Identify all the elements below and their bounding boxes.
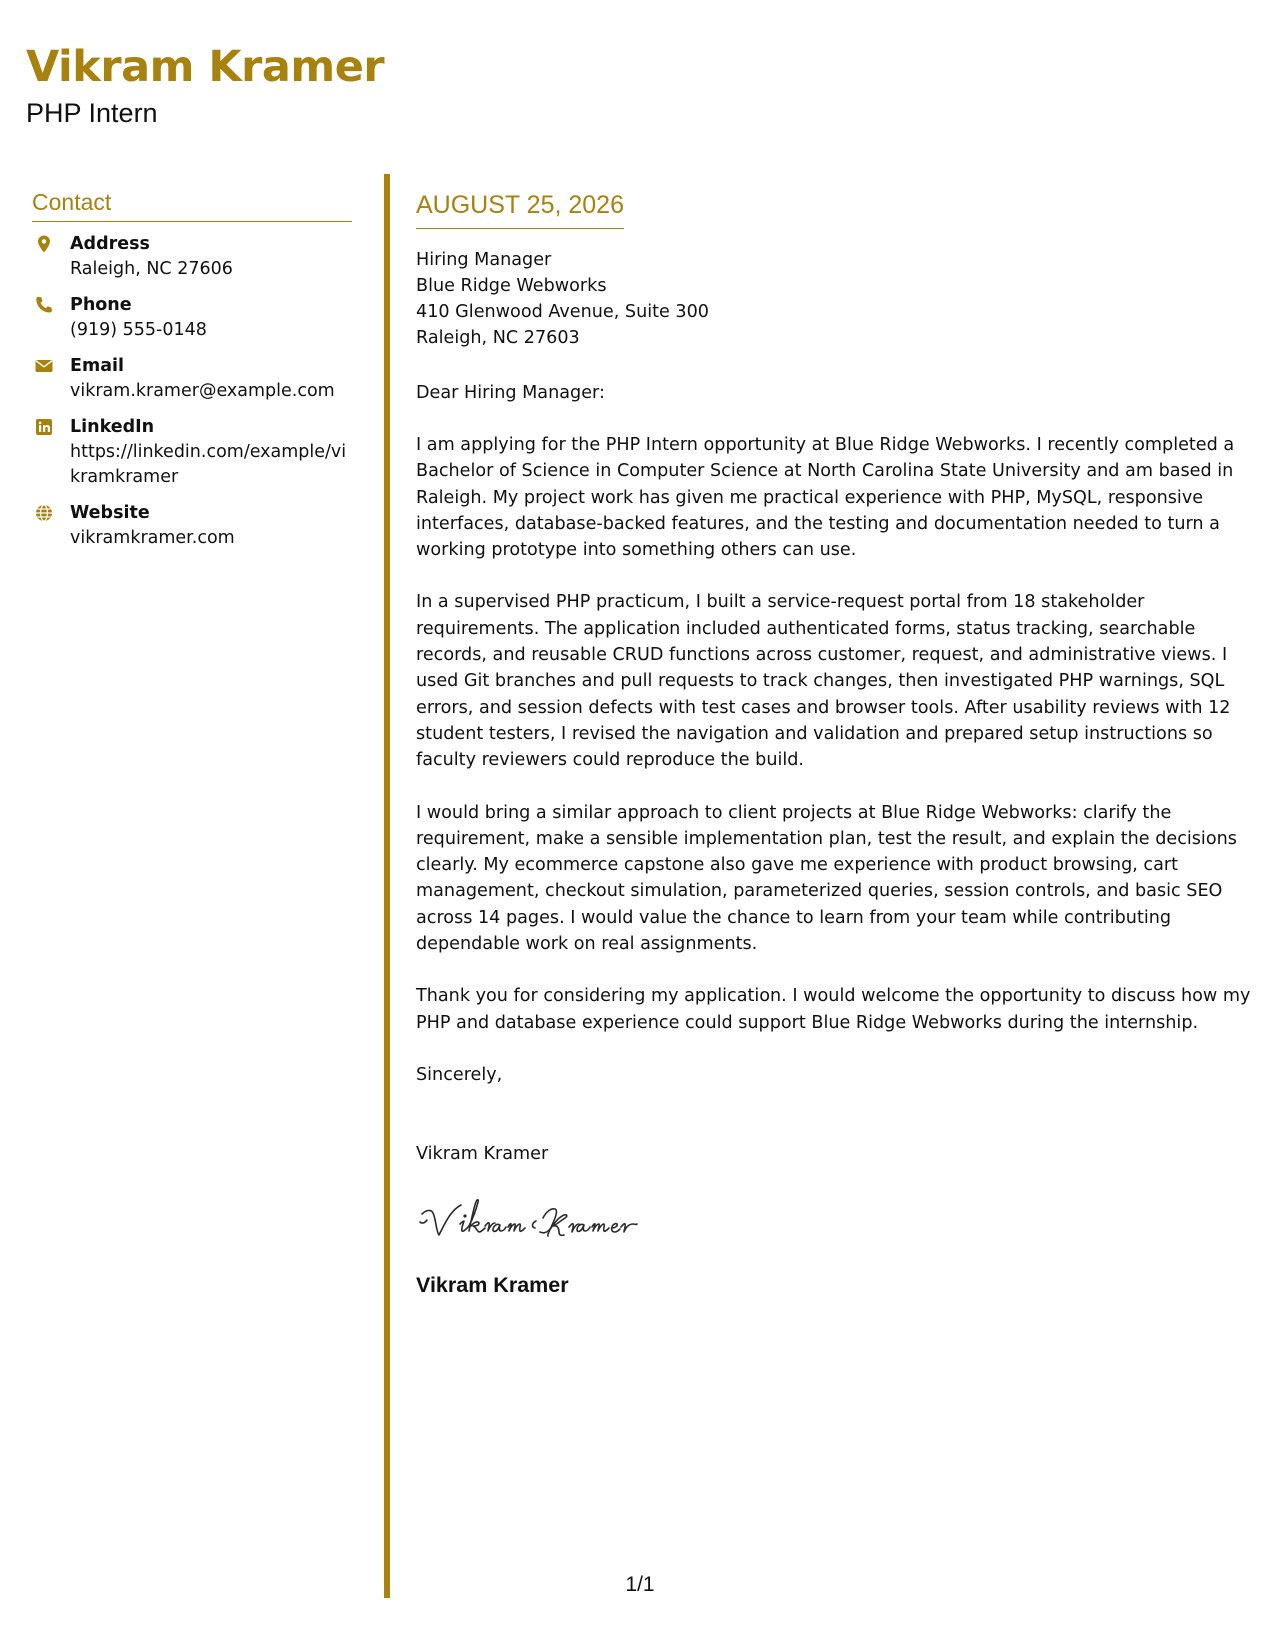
contact-item-phone [32, 293, 352, 343]
contact-value-linkedin[interactable]: https://linkedin.com/example/vikramkramer [70, 442, 347, 488]
globe-icon [34, 503, 54, 523]
contact-item-address [32, 232, 352, 282]
recipient-block [416, 247, 1252, 352]
sender-name-bold: Vikram Kramer [416, 1272, 569, 1297]
letter-body [416, 192, 1252, 1298]
letter-paragraph: In a supervised PHP practicum, I built a service-request portal from 18 stakeholder requirements. The application included authenticated forms, status tracking, searchable records, and reusable CRUD functions across customer, request, and administrative views. I used Git branches and pull requests to track changes, then investigated PHP warnings, SQL errors, and session defects with test cases and browser tools. After usability reviews with 12 student testers, I revised the navigation and validation and prepared setup instructions so faculty reviewers could reproduce the build. [416, 592, 1231, 771]
recipient-line: Raleigh, NC 27603 [416, 328, 580, 349]
sender-name-typed: Vikram Kramer [416, 1144, 549, 1165]
letter-paragraph: I am applying for the PHP Intern opportunity at Blue Ridge Webworks. I recently completed a Bachelor of Science in Computer Science at North Carolina State University and am based in Raleigh. My project work has given me practical experience with PHP, MySQL, responsive interfaces, database-backed features, and the testing and documentation needed to turn a working prototype into something others can use. [416, 434, 1235, 561]
contact-value-phone: (919) 555-0148 [70, 320, 207, 341]
vertical-divider [384, 174, 390, 1598]
envelope-icon [34, 356, 54, 376]
contact-item-website [32, 501, 352, 551]
applicant-name: Vikram Kramer [26, 42, 385, 92]
closing: Sincerely, [416, 1064, 503, 1085]
contact-value-website[interactable]: vikramkramer.com [70, 528, 235, 549]
phone-icon [34, 295, 54, 315]
applicant-role: PHP Intern [26, 98, 158, 128]
letter-paragraph: I would bring a similar approach to client projects at Blue Ridge Webworks: clarify the requirement, make a sensible implementation plan, test the result, and explain the decisions clearly. My ecommerce capstone also gave me experience with product browsing, cart management, checkout simulation, parameterized queries, session controls, and basic SEO across 14 pages. I would value the chance to learn from your team while contributing dependable work on real assignments. [416, 802, 1237, 955]
linkedin-icon [34, 417, 54, 437]
recipient-line: Hiring Manager [416, 249, 552, 270]
letter-paragraph: Thank you for considering my application. I would welcome the opportunity to discuss how my PHP and database experience could support Blue Ridge Webworks during the internship. [416, 986, 1251, 1033]
page-number: 1/1 [625, 1573, 655, 1596]
handwritten-signature [416, 1188, 1252, 1256]
contact-item-email [32, 354, 352, 404]
recipient-line: 410 Glenwood Avenue, Suite 300 [416, 302, 710, 323]
salutation: Dear Hiring Manager: [416, 382, 605, 403]
contact-heading: Contact [32, 190, 352, 222]
contact-label-address: Address [70, 234, 150, 255]
letter-date: AUGUST 25, 2026 [416, 192, 624, 229]
contact-label-linkedin: LinkedIn [70, 417, 155, 438]
contact-value-email[interactable]: vikram.kramer@example.com [70, 381, 335, 402]
map-pin-icon [34, 234, 54, 254]
contact-value-address: Raleigh, NC 27606 [70, 259, 233, 280]
contact-item-linkedin [32, 415, 352, 490]
contact-label-website: Website [70, 503, 150, 524]
contact-label-phone: Phone [70, 295, 132, 316]
contact-label-email: Email [70, 356, 124, 377]
contact-sidebar [32, 190, 352, 562]
recipient-line: Blue Ridge Webworks [416, 275, 607, 296]
